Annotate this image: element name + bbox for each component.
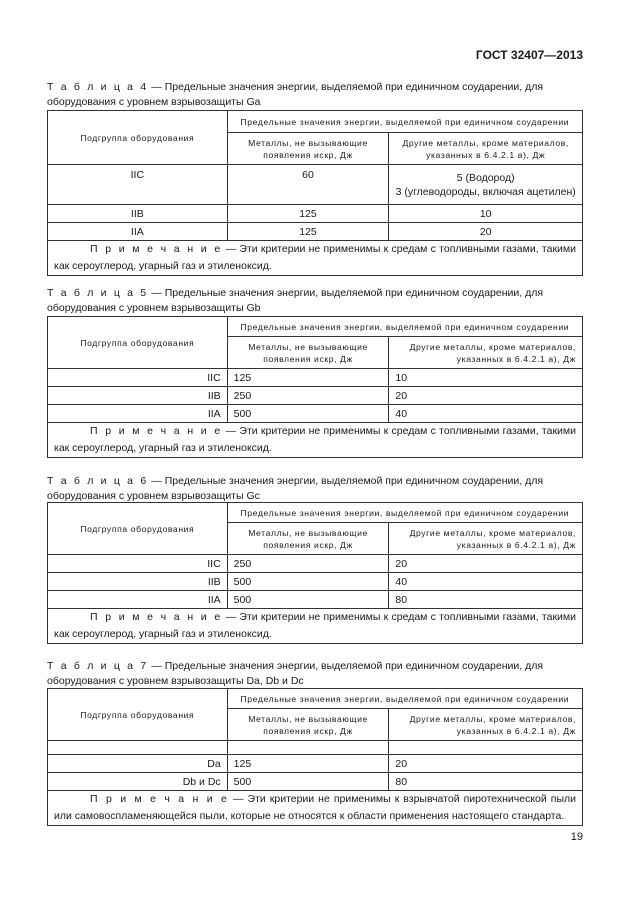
table-4-header-energy: Предельные значения энергии, выделяемой при единичном соударении (227, 111, 582, 133)
table-7-caption-text: — Предельные значения энергии, выделяемой при единичном соударении, для оборудования с уровнем взрывозащиты Da, Db и Dc (47, 660, 544, 687)
table-7-cell-metal: 500 (227, 773, 389, 791)
table-5-cell-other: 20 (389, 387, 583, 405)
table-6-note (48, 609, 583, 644)
table-row (48, 573, 583, 591)
table-6-cell-group: IIB (48, 573, 228, 591)
table-5-note (48, 423, 583, 458)
table-5-cell-group: IIC (48, 369, 228, 387)
table-7-caption-prefix: Т а б л и ц а 7 (47, 660, 149, 672)
table-5-cell-other: 10 (389, 369, 583, 387)
table-4-caption-text: — Предельные значения энергии, выделяемой при единичном соударении, для оборудования с уровнем взрывозащиты Ga (47, 81, 544, 108)
table-7-cell-metal: 125 (227, 755, 389, 773)
table-row (48, 369, 583, 387)
table-6-caption-text: — Предельные значения энергии, выделяемой при единичном соударении, для оборудования с уровнем взрывозащиты Gc (47, 475, 544, 502)
table-5-note-prefix: П р и м е ч а н и е (90, 425, 223, 437)
table-row (48, 223, 583, 241)
table-row (48, 387, 583, 405)
table-4-note-text: — Эти критерии не применимы к средам с топливными газами, такими как сероуглерод, угарный газ и этиленоксид. (54, 243, 576, 272)
table-4-cell-other-line1: 5 (Водород) (456, 171, 515, 184)
table-4-note (48, 241, 583, 276)
table-7-header-other: Другие металлы, кроме материалов, указанных в 6.4.2.1 а), Дж (389, 709, 583, 741)
table-5-header-metals: Металлы, не вызывающие появления искр, Дж (227, 337, 389, 369)
table-6-cell-group: IIA (48, 591, 228, 609)
table-4-cell-other (389, 165, 583, 205)
table-4 (47, 110, 583, 276)
table-4-note-prefix: П р и м е ч а н и е (90, 243, 223, 255)
table-5-cell-group: IIB (48, 387, 228, 405)
table-6-cell-metal: 500 (227, 591, 389, 609)
table-5-cell-other: 40 (389, 405, 583, 423)
table-7-caption (47, 659, 585, 689)
table-row (48, 755, 583, 773)
table-row (48, 405, 583, 423)
table-4-cell-group: IIC (48, 165, 228, 205)
table-7-cell-other: 20 (389, 755, 583, 773)
table-5-cell-metal: 125 (227, 369, 389, 387)
table-5-header-energy: Предельные значения энергии, выделяемой при единичном соударении (227, 317, 582, 337)
table-4-cell-other: 10 (389, 205, 583, 223)
table-5-caption-text: — Предельные значения энергии, выделяемой при единичном соударении, для оборудования с уровнем взрывозащиты Gb (47, 287, 544, 314)
table-7-cell-group: Db и Dc (48, 773, 228, 791)
table-6-cell-metal: 500 (227, 573, 389, 591)
table-6-note-prefix: П р и м е ч а н и е (90, 611, 223, 623)
table-4-cell-metal: 125 (227, 223, 389, 241)
table-4-cell-metal: 125 (227, 205, 389, 223)
table-6-caption-prefix: Т а б л и ц а 6 (47, 475, 149, 487)
table-7-cell-other: 80 (389, 773, 583, 791)
table-6-header-metals: Металлы, не вызывающие появления искр, Дж (227, 523, 389, 555)
table-4-cell-group: IIB (48, 205, 228, 223)
table-6-cell-other: 20 (389, 555, 583, 573)
document-header: ГОСТ 32407—2013 (475, 48, 583, 62)
table-6-header-subgroup: Подгруппа оборудования (48, 503, 228, 555)
table-7-note-text: — Эти критерии не применимы к взрывчатой пиротехнической пыли или самовоспламеняющейся пыли, которые не относятся к области применения настоящего стандарта. (54, 793, 576, 822)
table-7-header-metals: Металлы, не вызывающие появления искр, Дж (227, 709, 389, 741)
table-7 (47, 688, 583, 826)
table-5-note-text: — Эти критерии не применимы к средам с топливными газами, такими как сероуглерод, угарный газ и этиленоксид. (54, 425, 576, 454)
table-4-header-other: Другие металлы, кроме материалов, указанных в 6.4.2.1 а), Дж (389, 133, 583, 165)
table-7-note (48, 791, 583, 826)
table-6-header-other: Другие металлы, кроме материалов, указанных в 6.4.2.1 а), Дж (389, 523, 583, 555)
table-4-cell-metal: 60 (227, 165, 389, 205)
table-5-cell-metal: 250 (227, 387, 389, 405)
table-row (48, 165, 583, 205)
table-5-cell-metal: 500 (227, 405, 389, 423)
table-7-header-energy: Предельные значения энергии, выделяемой при единичном соударении (227, 689, 582, 709)
table-6-header-energy: Предельные значения энергии, выделяемой при единичном соударении (227, 503, 582, 523)
table-6-cell-metal: 250 (227, 555, 389, 573)
table-6-caption (47, 474, 585, 504)
page-number: 19 (570, 831, 583, 843)
table-5 (47, 316, 583, 458)
table-6-cell-other: 80 (389, 591, 583, 609)
table-6 (47, 502, 583, 644)
table-7-header-subgroup: Подгруппа оборудования (48, 689, 228, 741)
table-4-caption-prefix: Т а б л и ц а 4 (47, 81, 149, 93)
table-row (48, 773, 583, 791)
table-7-cell-group: Da (48, 755, 228, 773)
table-4-cell-other-line2: 3 (углеводороды, включая ацетилен) (395, 185, 576, 198)
table-4-caption (47, 80, 585, 110)
table-5-cell-group: IIA (48, 405, 228, 423)
table-5-header-subgroup: Подгруппа оборудования (48, 317, 228, 369)
table-5-caption-prefix: Т а б л и ц а 5 (47, 287, 149, 299)
table-4-cell-group: IIA (48, 223, 228, 241)
table-5-header-other: Другие металлы, кроме материалов, указанных в 6.4.2.1 а), Дж (389, 337, 583, 369)
table-6-note-text: — Эти критерии не применимы к средам с топливными газами, такими как сероуглерод, угарный газ и этиленоксид. (54, 611, 576, 640)
table-7-note-prefix: П р и м е ч а н и е (90, 793, 230, 805)
table-5-caption (47, 286, 585, 316)
table-6-cell-other: 40 (389, 573, 583, 591)
table-4-header-subgroup: Подгруппа оборудования (48, 111, 228, 165)
table-row (48, 205, 583, 223)
table-row (48, 591, 583, 609)
table-6-cell-group: IIC (48, 555, 228, 573)
table-4-header-metals: Металлы, не вызывающие появления искр, Дж (227, 133, 389, 165)
table-4-cell-other: 20 (389, 223, 583, 241)
table-row (48, 555, 583, 573)
